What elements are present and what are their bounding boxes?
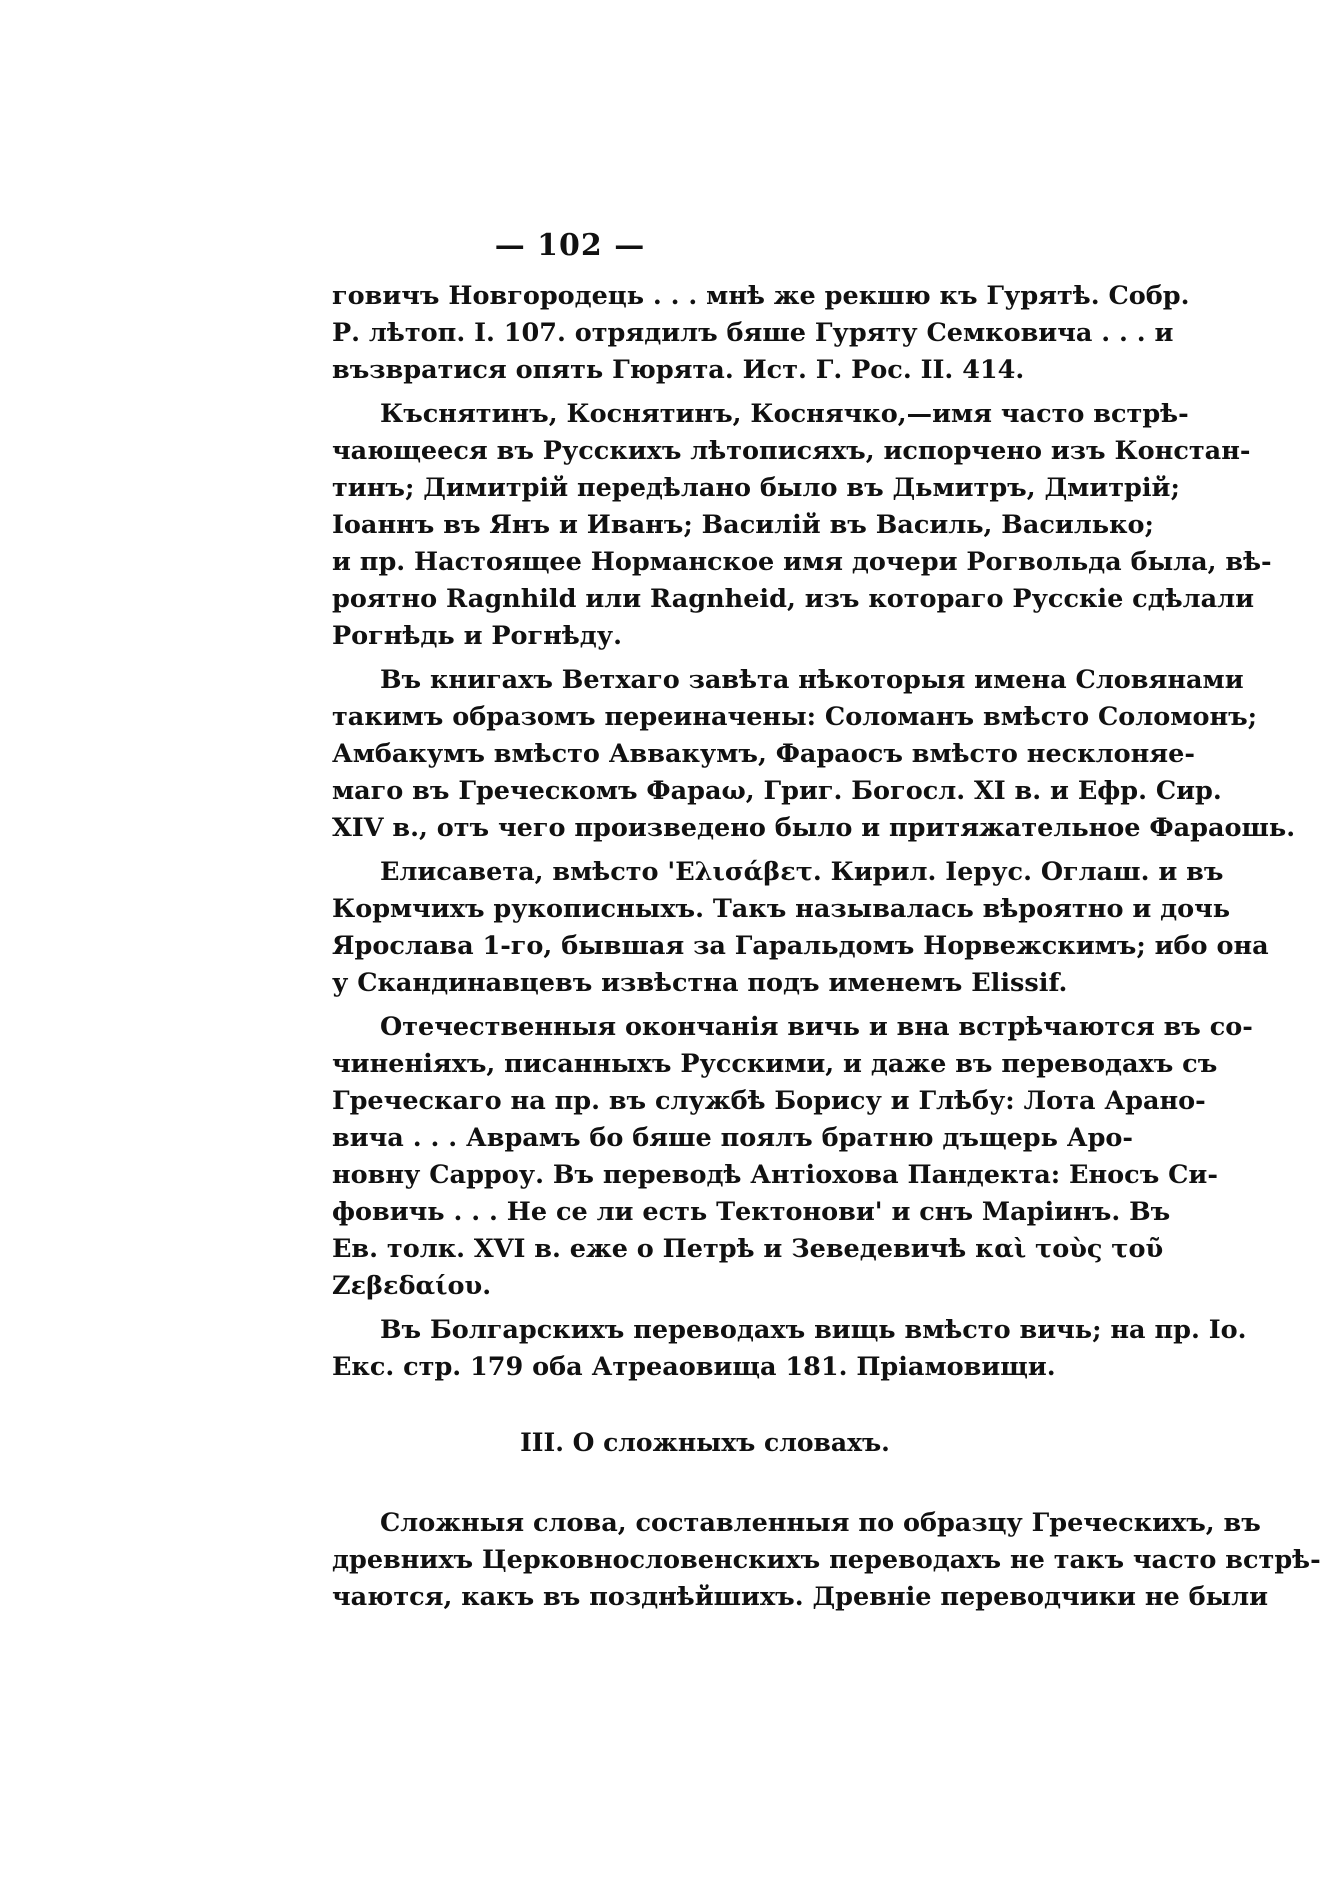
text-line: Іоаннъ въ Янъ и Иванъ; Василій въ Василь, Василько; bbox=[332, 510, 1154, 540]
text-line: новну Сарроу. Въ переводѣ Антіохова Пандекта: Еносъ Си- bbox=[332, 1160, 1218, 1190]
text-line: Въ книгахъ Ветхаго завѣта нѣкоторыя имена Словянами bbox=[380, 665, 1244, 695]
text-line: и пр. Настоящее Норманское имя дочери Рогвольда была, вѣ- bbox=[332, 547, 1272, 577]
text-line: Ев. толк. XVI в. еже о Петрѣ и Зеведевичѣ καὶ τοὺς τοῦ bbox=[332, 1234, 1164, 1264]
text-line: Греческаго на пр. въ службѣ Борису и Глѣбу: Лота Арано- bbox=[332, 1086, 1206, 1116]
text-line: Амбакумъ вмѣсто Аввакумъ, Фараосъ вмѣсто несклоняе- bbox=[332, 739, 1195, 769]
text-line: Рогнѣдь и Рогнѣду. bbox=[332, 621, 622, 651]
paragraph bbox=[332, 1312, 1247, 1386]
text-line: Екс. стр. 179 оба Атреаовища 181. Пріамовищи. bbox=[332, 1352, 1056, 1382]
text-line: чиненіяхъ, писанныхъ Русскими, и даже въ переводахъ съ bbox=[332, 1049, 1218, 1079]
text-line: фовичь . . . Не се ли есть Тектонови' и снъ Маріинъ. Въ bbox=[332, 1197, 1171, 1227]
text-line: у Скандинавцевъ извѣстна подъ именемъ Elissif. bbox=[332, 968, 1068, 998]
text-line: Р. лѣтоп. I. 107. отрядилъ бяше Гуряту Семковича . . . и bbox=[332, 318, 1174, 348]
text-line: Отечественныя окончанія вичь и вна встрѣчаются въ со- bbox=[380, 1012, 1253, 1042]
text-line: чающееся въ Русскихъ лѣтописяхъ, испорчено изъ Констан- bbox=[332, 436, 1251, 466]
text-line: чаются, какъ въ позднѣйшихъ. Древніе переводчики не были bbox=[332, 1582, 1269, 1612]
text-line: древнихъ Церковнословенскихъ переводахъ не такъ часто встрѣ- bbox=[332, 1545, 1321, 1575]
text-line: Ζεβεδαίου. bbox=[332, 1271, 492, 1301]
text-line: маго въ Греческомъ Фараω, Григ. Богосл. XI в. и Ефр. Сир. bbox=[332, 776, 1222, 806]
paragraph bbox=[332, 854, 1269, 1002]
paragraph bbox=[332, 1009, 1253, 1305]
paragraph bbox=[332, 278, 1190, 389]
text-line: възвратися опять Гюрята. Ист. Г. Рос. II. 414. bbox=[332, 355, 1025, 385]
text-line: Елисавета, вмѣсто 'Ελισάβετ. Кирил. Іерус. Оглаш. и въ bbox=[380, 857, 1224, 887]
body-text bbox=[332, 278, 1321, 1623]
page-number: — 102 — bbox=[494, 228, 646, 263]
text-line: тинъ; Димитрій передѣлано было въ Дьмитръ, Дмитрій; bbox=[332, 473, 1180, 503]
text-line: Въ Болгарскихъ переводахъ вищь вмѣсто вичь; на пр. Іо. bbox=[380, 1315, 1247, 1345]
text-line: роятно Ragnhild или Ragnheid, изъ котораго Русскіе сдѣлали bbox=[332, 584, 1255, 614]
paragraph bbox=[332, 1505, 1321, 1616]
text-line: Сложныя слова, составленныя по образцу Греческихъ, въ bbox=[380, 1508, 1261, 1538]
section-heading: III. О сложныхъ словахъ. bbox=[520, 1428, 890, 1457]
text-line: говичъ Новгородець . . . мнѣ же рекшю къ Гурятѣ. Собр. bbox=[332, 281, 1190, 311]
text-line: Ярослава 1-го, бывшая за Гаральдомъ Норвежскимъ; ибо она bbox=[332, 931, 1269, 961]
text-line: Къснятинъ, Коснятинъ, Коснячко,—имя часто встрѣ- bbox=[380, 399, 1189, 429]
text-line: такимъ образомъ переиначены: Соломанъ вмѣсто Соломонъ; bbox=[332, 702, 1258, 732]
text-line: Кормчихъ рукописныхъ. Такъ называлась вѣроятно и дочь bbox=[332, 894, 1231, 924]
text-line: XIV в., отъ чего произведено было и притяжательное Фараошь. bbox=[332, 813, 1296, 843]
paragraph bbox=[332, 662, 1296, 847]
paragraph bbox=[332, 396, 1272, 655]
text-line: вича . . . Аврамъ бо бяше поялъ братню дъщерь Аро- bbox=[332, 1123, 1133, 1153]
